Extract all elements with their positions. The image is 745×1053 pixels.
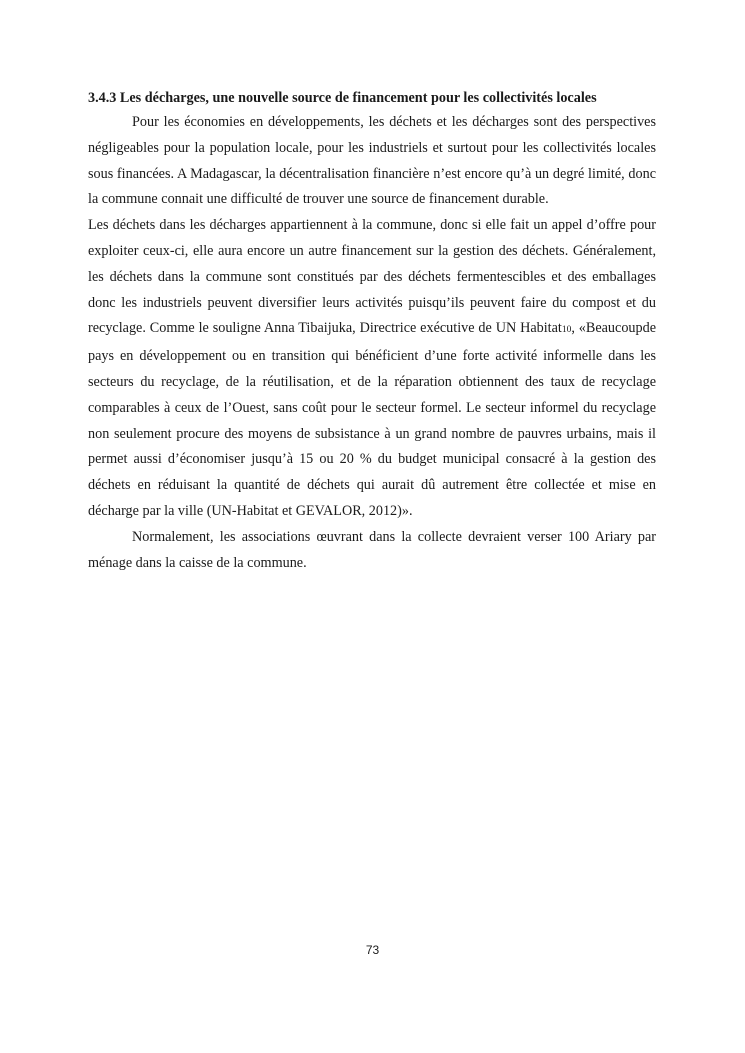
footnote-reference: 10 xyxy=(561,325,572,336)
document-page xyxy=(88,86,656,576)
paragraph-3: Normalement, les associations œuvrant dans la collecte devraient verser 100 Ariary par ménage dans la caisse de la commune. xyxy=(88,528,656,571)
section-heading: 3.4.3 Les décharges, une nouvelle source de financement pour les collectivités locales xyxy=(88,90,597,106)
paragraph-2-text-a: Les déchets dans les décharges appartiennent à la commune, donc si elle fait un appel d’offre pour exploiter ceux-ci, elle aura encore un autre financement sur la gestion des déchets. Généralement, les déchets dans la commune sont constitués par des déchets fermentescibles et des emballages donc les industriels peuvent diversifier leurs activités puisqu’ils peuvent faire du compost et du recyclage. Comme le souligne Anna Tibaijuka, Directrice exécutive de UN Habitat xyxy=(88,217,656,337)
paragraph-2 xyxy=(88,213,656,525)
paragraph-1: Pour les économies en développements, les déchets et les décharges sont des perspectives négligeables pour la population locale, pour les industriels et surtout pour les collectivités locales sous financées. A Madagascar, la décentralisation financière n’est encore qu’à un degré limité, donc la commune connait une difficulté de trouver une source de financement durable. xyxy=(88,114,656,208)
page-number: 73 xyxy=(365,943,380,957)
paragraph-2-text-b: , «Beaucoupde pays en développement ou en transition qui bénéficient d’une forte activité informelle dans les secteurs du recyclage, de la réutilisation, et de la réparation obtiennent des taux de recyclage comparables à ceux de l’Ouest, sans coût pour le secteur formel. Le secteur informel du recyclage non seulement procure des moyens de subsistance à un grand nombre de pauvres urbains, mais il permet aussi d’économiser jusqu’à 15 ou 20 % du budget municipal consacré à la gestion des déchets en réduisant la quantité de déchets qui aurait dû autrement être collectée et mise en décharge par la ville (UN-Habitat et GEVALOR, 2012)». xyxy=(88,320,656,519)
